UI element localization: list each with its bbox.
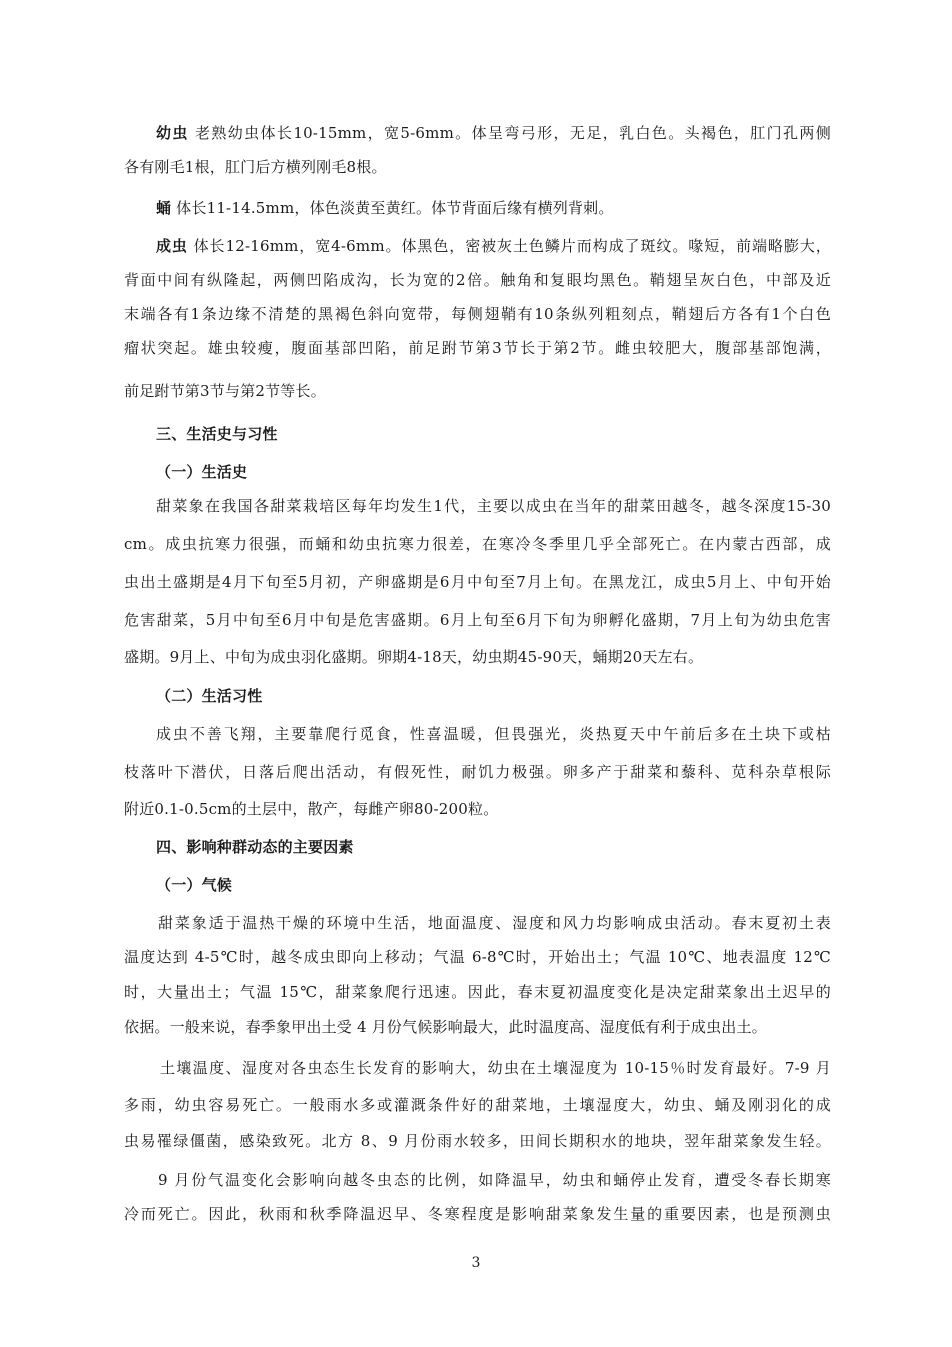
larva-paragraph-line-1 [124,123,831,143]
life-history-line-2: cm。成虫抗寒力很强，而蛹和幼虫抗寒力很差，在寒冷冬季里几乎全部死亡。在内蒙古西部，成 [124,535,831,553]
climate-para2-line-1: 土壤温度、湿度对各虫态生长发育的影响大，幼虫在土壤湿度为 10-15％时发育最好。7-9 月 [160,1059,831,1077]
climate-para3-line-1: 9 月份气温变化会影响向越冬虫态的比例，如降温早，幼虫和蛹停止发育，遭受冬春长期寒 [158,1171,831,1189]
pupa-paragraph-line-1 [124,198,831,218]
adult-text-1: 体长12-16mm，宽4-6mm。体黑色，密被灰土色鳞片而构成了斑纹。喙短，前端略膨大， [193,237,831,255]
climate-para1-line-4: 依据。一般来说，春季象甲出土受 4 月份气候影响最大，此时温度高、湿度低有利于成虫出土。 [124,1018,767,1036]
section4-sub1-title: （一）气候 [156,876,233,894]
life-history-line-3: 虫出土盛期是4月下旬至5月初，产卵盛期是6月中旬至7月上旬。在黑龙江，成虫5月上、中旬开始 [124,573,831,591]
adult-paragraph-line-2: 背面中间有纵隆起，两侧凹陷成沟，长为宽的2倍。触角和复眼均黑色。鞘翅呈灰白色，中部及近 [124,271,831,289]
habits-line-2: 枝落叶下潜伏，日落后爬出活动，有假死性，耐饥力极强。卵多产于甜菜和藜科、苋科杂草根际 [124,763,831,781]
adult-paragraph-line-5: 前足跗节第3节与第2节等长。 [124,382,326,400]
larva-paragraph-line-2: 各有刚毛1根，肛门后方横列刚毛8根。 [124,158,387,176]
habits-line-3: 附近0.1-0.5cm的土层中，散产，每雌产卵80-200粒。 [124,800,499,818]
section3-title: 三、生活史与习性 [156,425,278,443]
pupa-text-1: 体长11-14.5mm，体色淡黄至黄红。体节背面后缘有横列背刺。 [176,199,614,217]
climate-para2-line-3: 虫易罹绿僵菌，感染致死。北方 8、9 月份雨水较多，田间长期积水的地块，翌年甜菜象发生轻。 [124,1132,831,1150]
climate-para2-line-2: 多雨，幼虫容易死亡。一般雨水多或灌溉条件好的甜菜地，土壤湿度大，幼虫、蛹及刚羽化的成 [124,1096,831,1114]
pupa-label: 蛹 [156,199,172,217]
life-history-line-4: 危害甜菜，5月中旬至6月中旬是危害盛期。6月上旬至6月下旬为卵孵化盛期，7月上旬为幼虫危害 [124,611,831,629]
larva-label: 幼虫 [156,124,189,142]
adult-paragraph-line-4: 瘤状突起。雄虫较瘦，腹面基部凹陷，前足跗节第3节长于第2节。雌虫较肥大，腹部基部饱满， [124,339,831,357]
adult-paragraph-line-1 [124,236,831,256]
page-number: 3 [471,1255,481,1271]
climate-para1-line-2: 温度达到 4-5℃时，越冬成虫即向上移动；气温 6-8℃时，开始出土；气温 10℃、地表温度 12℃ [124,948,831,966]
adult-label: 成虫 [156,237,188,255]
larva-text-1: 老熟幼虫体长10-15mm，宽5-6mm。体呈弯弓形，无足，乳白色。头褐色，肛门孔两侧 [194,124,832,142]
section3-sub2-title: （二）生活习性 [156,687,263,705]
climate-para1-line-1: 甜菜象适于温热干燥的环境中生活，地面温度、湿度和风力均影响成虫活动。春末夏初土表 [158,914,831,932]
life-history-line-1: 甜菜象在我国各甜菜栽培区每年均发生1代，主要以成虫在当年的甜菜田越冬，越冬深度15-30 [156,497,831,515]
section3-sub1-title: （一）生活史 [156,463,248,481]
climate-para1-line-3: 时，大量出土；气温 15℃，甜菜象爬行迅速。因此，春末夏初温度变化是决定甜菜象出土迟早的 [124,983,831,1001]
climate-para3-line-2: 冷而死亡。因此，秋雨和秋季降温迟早、冬寒程度是影响甜菜象发生量的重要因素，也是预测虫 [124,1205,831,1223]
habits-line-1: 成虫不善飞翔，主要靠爬行觅食，性喜温暖，但畏强光，炎热夏天中午前后多在土块下或枯 [156,725,831,743]
section4-title: 四、影响种群动态的主要因素 [156,838,354,856]
life-history-line-5: 盛期。9月上、中旬为成虫羽化盛期。卵期4-18天，幼虫期45-90天，蛹期20天左右。 [124,648,704,666]
adult-paragraph-line-3: 末端各有1条边缘不清楚的黑褐色斜向宽带，每侧翅鞘有10条纵列粗刻点，鞘翅后方各有1个白色 [124,305,831,323]
